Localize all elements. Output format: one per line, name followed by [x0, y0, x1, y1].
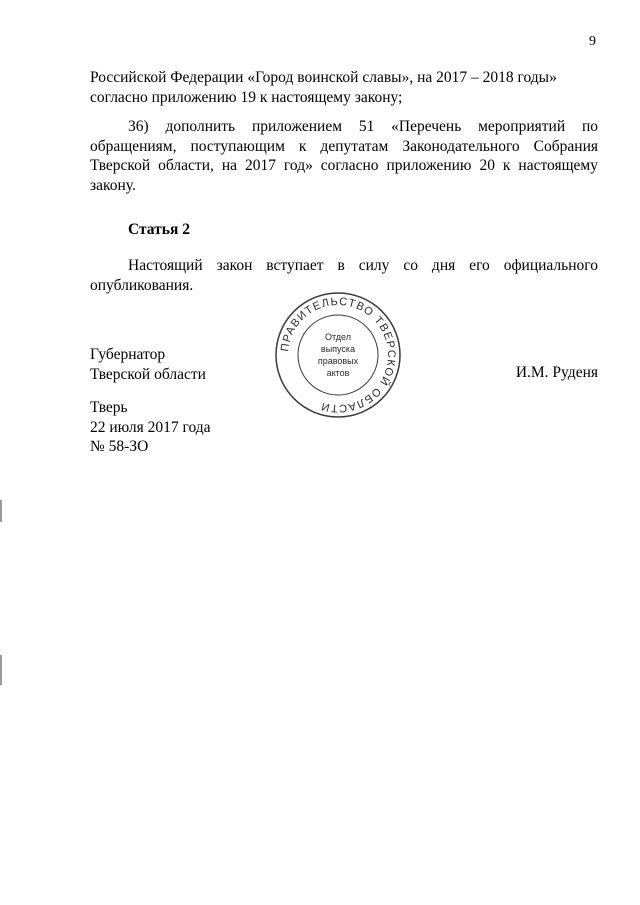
stamp-inner-ring: [298, 315, 378, 395]
stamp-inner-line: выпуска: [320, 344, 356, 354]
paragraph-enactment: Настоящий закон вступает в силу со дня его официального опубликования.: [90, 257, 598, 294]
signatory-position: [90, 345, 206, 384]
scan-edge-mark: [0, 500, 2, 522]
paragraph-line: согласно приложению 19 к настоящему закону;: [90, 88, 403, 106]
paragraph-line: Российской Федерации «Город воинской славы», на 2017 – 2018 годы»: [90, 69, 557, 86]
page-number: 9: [589, 34, 596, 49]
place-and-date: [90, 398, 211, 457]
stamp-inner-line: правовых: [317, 356, 359, 366]
date: 22 июля 2017 года: [90, 418, 211, 436]
paragraph-continuation: [90, 68, 598, 107]
stamp-outer-text: ПРАВИТЕЛЬСТВО ТВЕРСКОЙ ОБЛАСТИ: [278, 295, 398, 415]
law-number: № 58-ЗО: [90, 438, 149, 455]
position-line: Губернатор: [90, 346, 166, 363]
signatory-name: И.М. Руденя: [515, 364, 598, 381]
stamp-inner-line: Отдел: [324, 332, 352, 342]
article-heading: Статья 2: [128, 221, 190, 238]
city: Тверь: [90, 399, 128, 416]
stamp-outer-ring: [276, 293, 400, 417]
scan-edge-mark: [0, 655, 2, 685]
stamp-inner-line: актов: [326, 368, 350, 378]
official-stamp: [273, 290, 403, 420]
paragraph-item-36: 36) дополнить приложением 51 «Перечень мероприятий по обращениям, поступающим к депутатам Законодательного Собрания Тверской области, на 2017 год» согласно приложению 20 к настоящему закону.: [90, 118, 598, 194]
position-line: Тверской области: [90, 365, 206, 383]
